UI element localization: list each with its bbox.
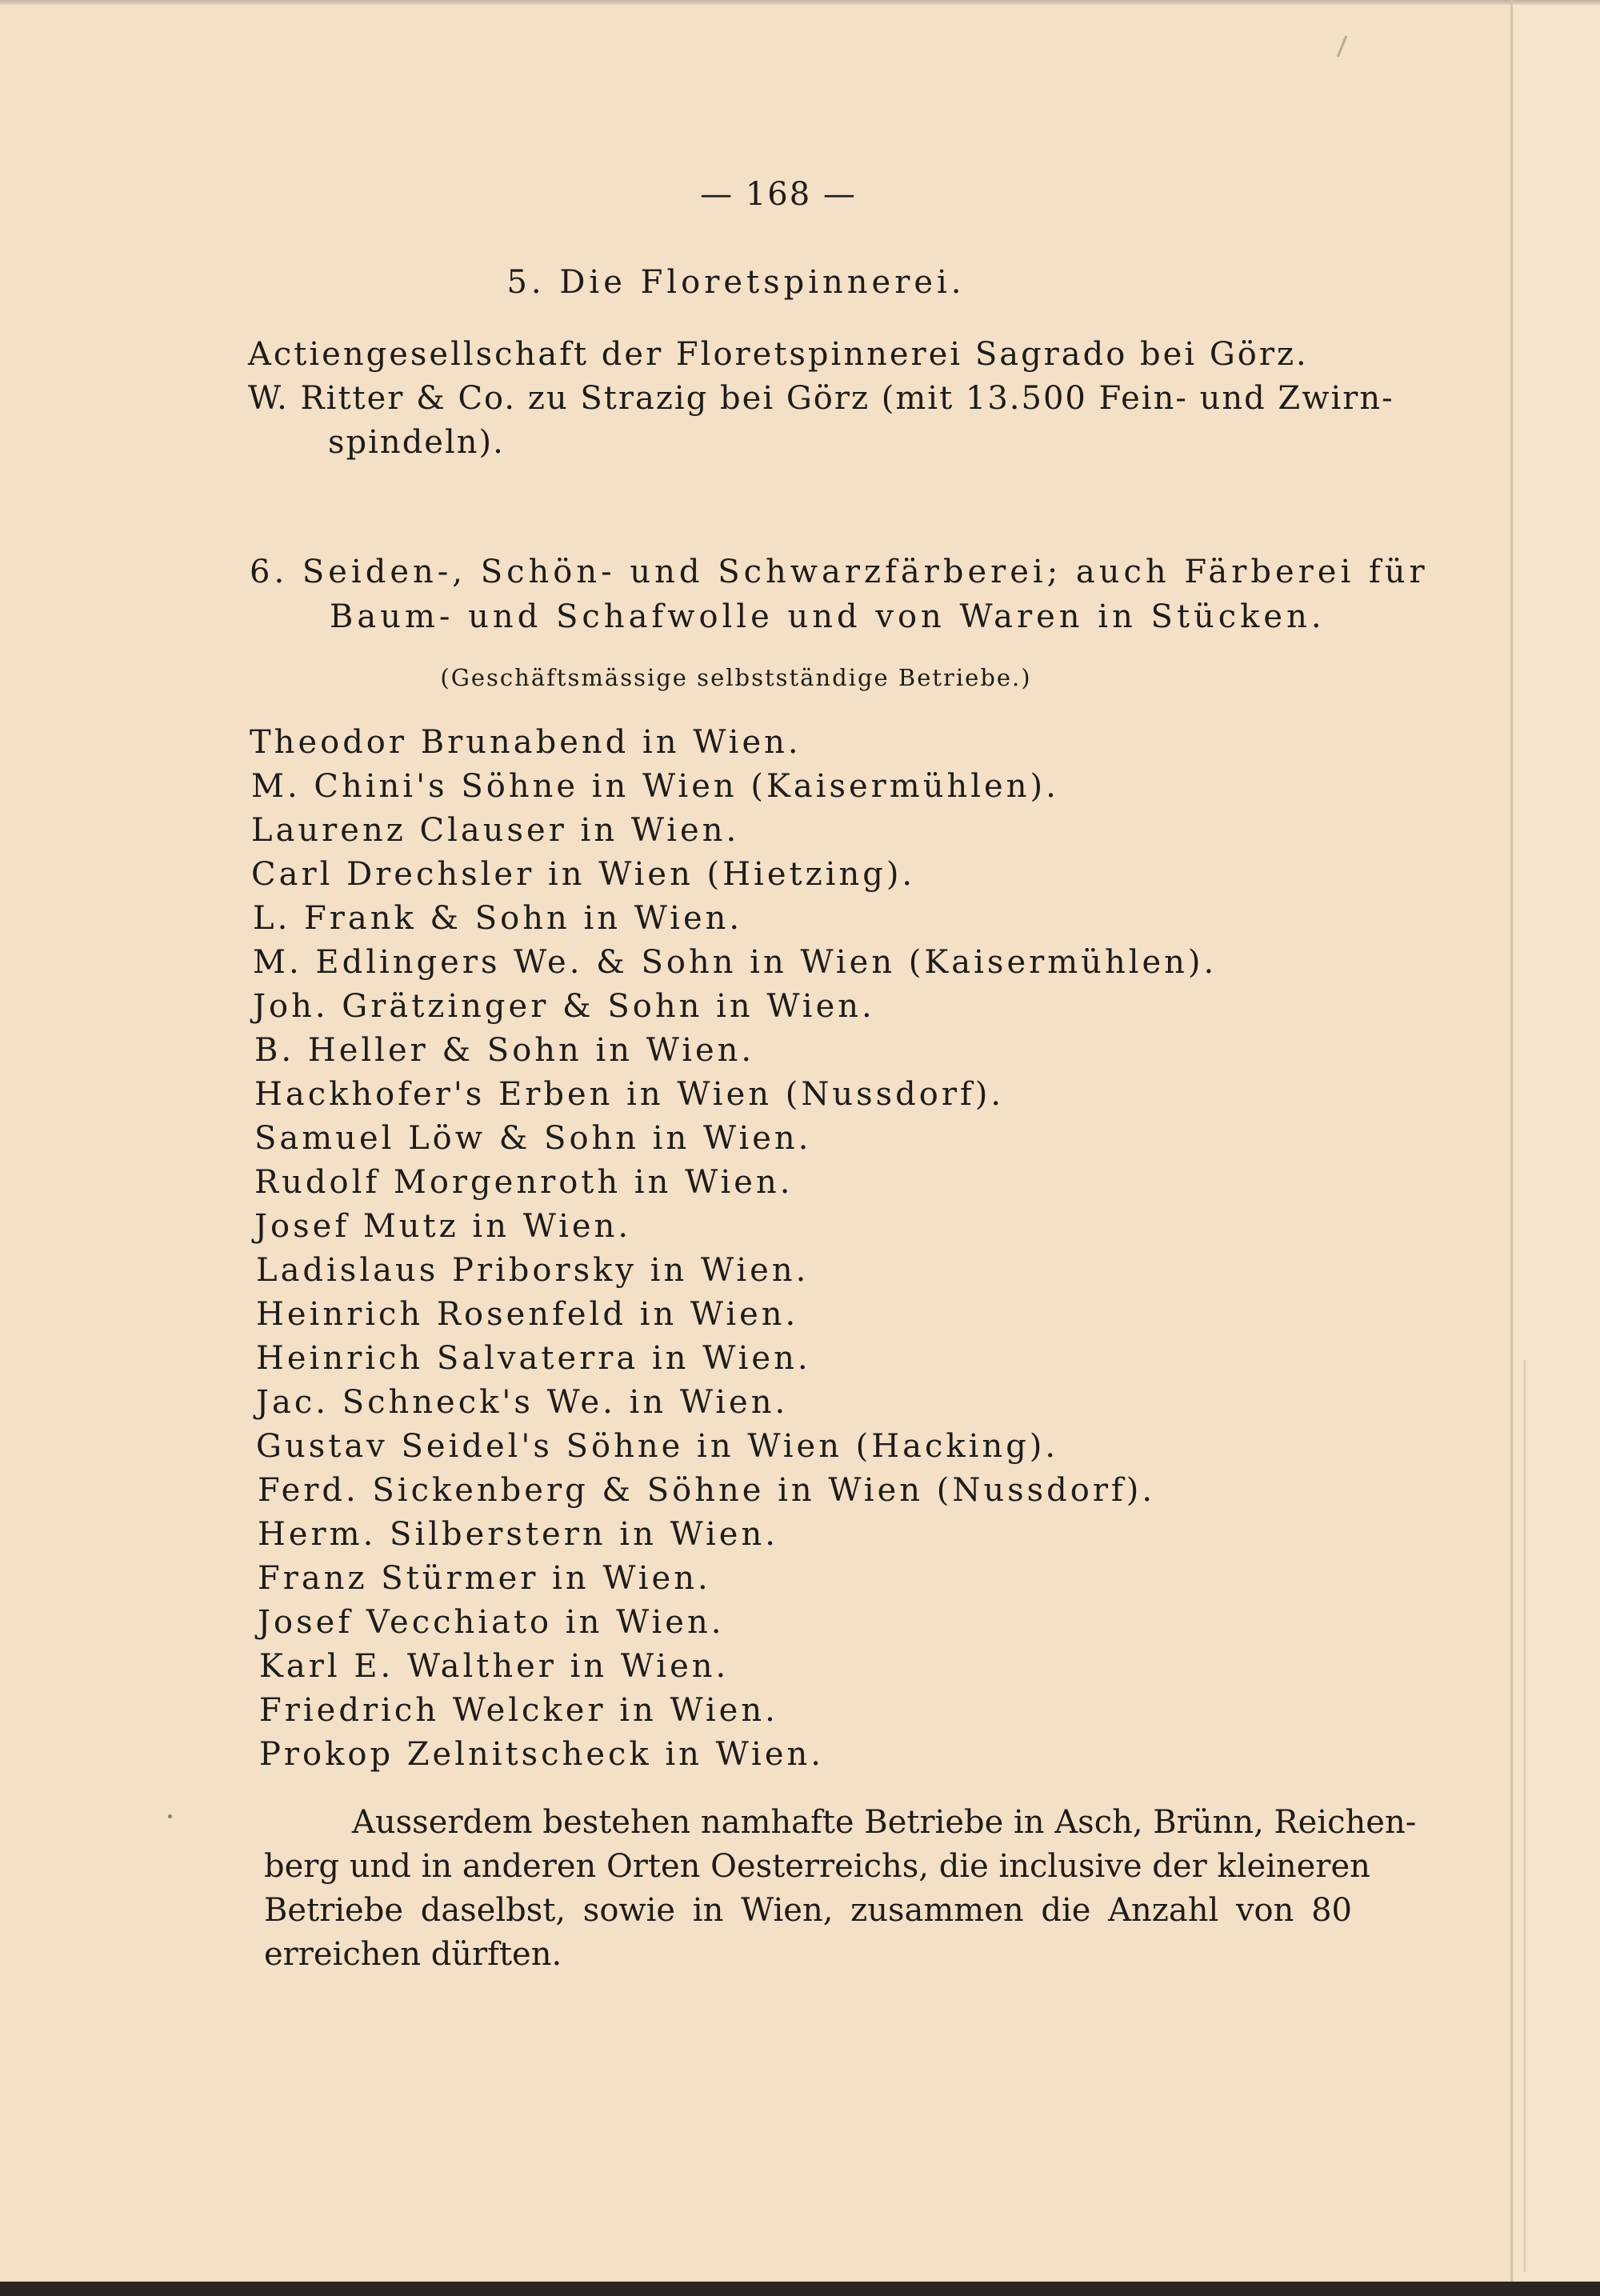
list-item: Carl Drechsler in Wien (Hietzing). bbox=[251, 856, 916, 893]
list-item: M. Chini's Söhne in Wien (Kaisermühlen). bbox=[251, 768, 1059, 805]
list-item: Heinrich Salvaterra in Wien. bbox=[256, 1340, 811, 1377]
list-item: Friedrich Welcker in Wien. bbox=[259, 1692, 778, 1729]
list-item: Jac. Schneck's We. in Wien. bbox=[256, 1384, 789, 1421]
page-bottom-edge bbox=[0, 2282, 1600, 2296]
list-item: Gustav Seidel's Söhne in Wien (Hacking). bbox=[256, 1428, 1059, 1465]
section-6-heading-line-2: Baum- und Schafwolle und von Waren in Stücken. bbox=[330, 598, 1326, 635]
list-item: M. Edlingers We. & Sohn in Wien (Kaisermühlen). bbox=[253, 944, 1218, 981]
list-item: Joh. Grätzinger & Sohn in Wien. bbox=[253, 988, 875, 1025]
page-fold-line bbox=[1510, 0, 1513, 2282]
stray-pencil-mark bbox=[1337, 35, 1347, 57]
stray-dot-mark bbox=[168, 1814, 172, 1818]
list-item: Heinrich Rosenfeld in Wien. bbox=[256, 1296, 799, 1333]
list-item: B. Heller & Sohn in Wien. bbox=[254, 1032, 755, 1069]
paragraph-line: berg und in anderen Orten Oesterreichs, die inclusive der kleineren bbox=[264, 1848, 1370, 1885]
list-item: Theodor Brunabend in Wien. bbox=[250, 724, 802, 761]
list-item: Ladislaus Priborsky in Wien. bbox=[256, 1252, 810, 1289]
paragraph-line-last: erreichen dürften. bbox=[264, 1936, 562, 1973]
list-item: Ferd. Sickenberg & Söhne in Wien (Nussdorf). bbox=[258, 1472, 1156, 1509]
list-item: L. Frank & Sohn in Wien. bbox=[253, 900, 743, 937]
list-item: Hackhofer's Erben in Wien (Nussdorf). bbox=[254, 1076, 1005, 1113]
page-fold-line-secondary bbox=[1524, 1360, 1526, 2272]
section-5-entry-continuation: spindeln). bbox=[328, 424, 505, 461]
list-item: Samuel Löw & Sohn in Wien. bbox=[254, 1120, 812, 1157]
page-right-shade bbox=[1514, 0, 1600, 2282]
section-5-entry: W. Ritter & Co. zu Strazig bei Görz (mit 13.500 Fein- und Zwirn- bbox=[248, 380, 1394, 417]
list-item: Rudolf Morgenroth in Wien. bbox=[254, 1164, 794, 1201]
page-top-edge bbox=[0, 0, 1600, 5]
page-number: — 168 — bbox=[700, 176, 857, 213]
list-item: Josef Vecchiato in Wien. bbox=[258, 1604, 725, 1641]
list-item: Prokop Zelnitscheck in Wien. bbox=[259, 1736, 824, 1773]
section-5-heading: 5. Die Floretspinnerei. bbox=[506, 264, 966, 301]
section-5-entry: Actiengesellschaft der Floretspinnerei Sagrado bei Görz. bbox=[248, 336, 1309, 373]
section-6-heading-line-1: 6. Seiden-, Schön- und Schwarzfärberei; auch Färberei für bbox=[250, 554, 1429, 590]
list-item: Franz Stürmer in Wien. bbox=[258, 1560, 711, 1597]
list-item: Laurenz Clauser in Wien. bbox=[251, 812, 740, 849]
list-item: Herm. Silberstern in Wien. bbox=[258, 1516, 778, 1553]
paragraph-line: Betriebe daselbst, sowie in Wien, zusammen die Anzahl von 80 bbox=[264, 1892, 1352, 1929]
section-6-note: (Geschäftsmässige selbstständige Betriebe.) bbox=[440, 664, 1032, 691]
list-item: Karl E. Walther in Wien. bbox=[259, 1648, 730, 1685]
list-item: Josef Mutz in Wien. bbox=[254, 1208, 632, 1245]
paragraph-line: Ausserdem bestehen namhafte Betriebe in Asch, Brünn, Reichen- bbox=[352, 1804, 1417, 1841]
